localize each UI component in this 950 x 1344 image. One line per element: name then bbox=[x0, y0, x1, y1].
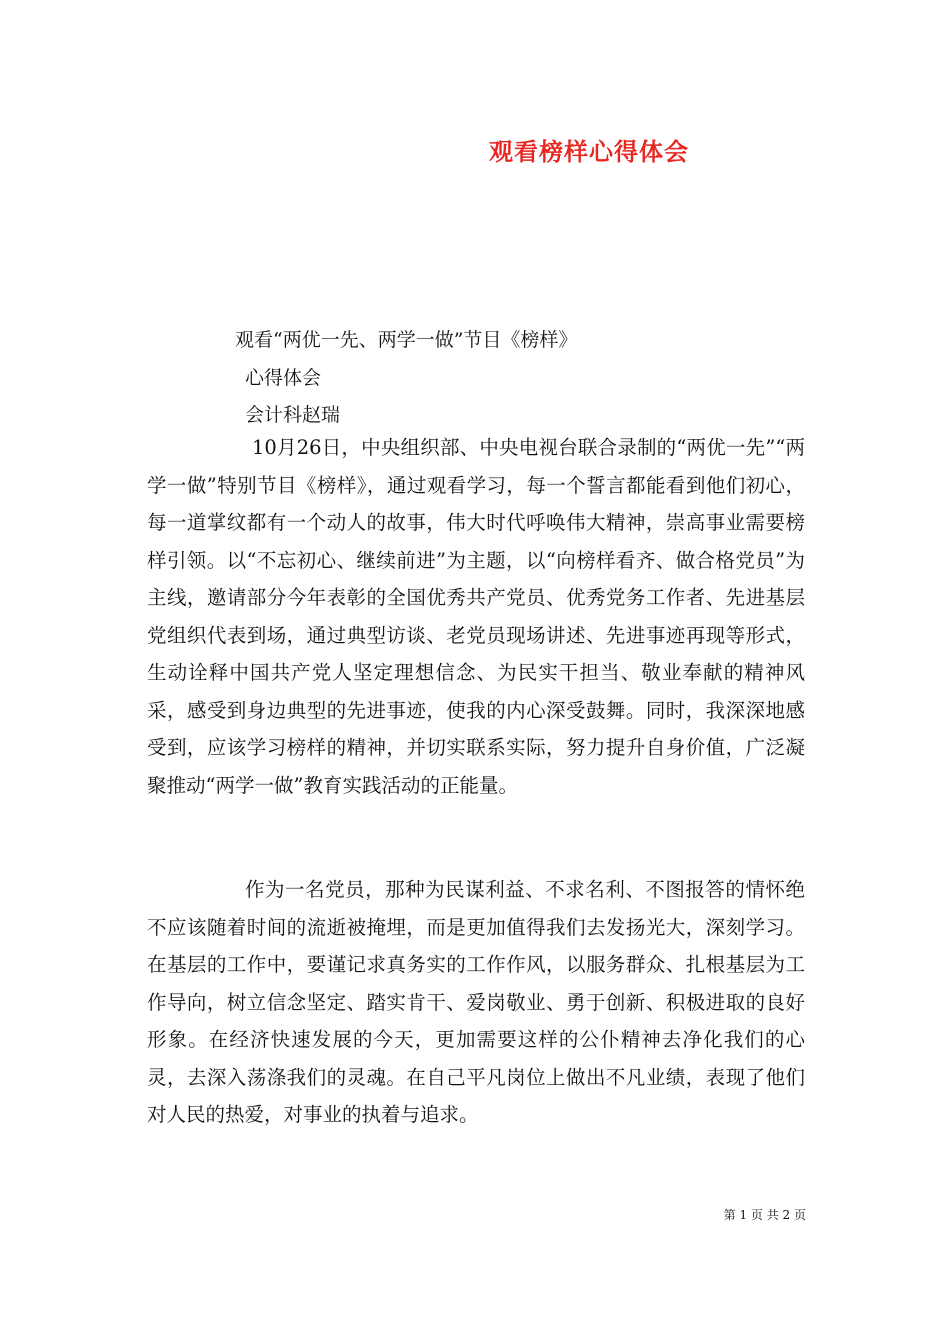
author-line: 会计科赵瑞 bbox=[245, 404, 341, 426]
document-title: 观看榜样心得体会 bbox=[489, 137, 689, 166]
paragraph-1: 10月26日，中央组织部、中央电视台联合录制的“两优一先”“两学一做”特别节目《榜样》，通过观看学习，每一个誓言都能看到他们初心，每一道掌纹都有一个动人的故事，伟大时代呼唤伟大精神，崇高事业需要榜样引领。以“不忘初心、继续前进”为主题，以“向榜样看齐、做合格党员”为主线，邀请部分今年表彰的全国优秀共产党员、优秀党务工作者、先进基层党组织代表到场，通过典型访谈、老党员现场讲述、先进事迹再现等形式，生动诠释中国共产党人坚定理想信念、为民实干担当、敬业奉献的精神风采，感受到身边典型的先进事迹，使我的内心深受鼓舞。同时，我深深地感受到，应该学习榜样的精神，并切实联系实际，努力提升自身价值，广泛凝聚推动“两学一做”教育实践活动的正能量。 bbox=[147, 436, 805, 797]
subtitle: 观看“两优一先、两学一做”节目《榜样》 bbox=[235, 329, 578, 351]
page-footer: 第 1 页 共 2 页 bbox=[723, 1208, 806, 1222]
paragraph-2: 作为一名党员，那种为民谋利益、不求名利、不图报答的情怀绝不应该随着时间的流逝被掩埋，而是更加值得我们去发扬光大，深刻学习。在基层的工作中，要谨记求真务实的工作作风，以服务群众、扎根基层为工作导向，树立信念坚定、踏实肯干、爱岗敬业、勇于创新、积极进取的良好形象。在经济快速发展的今天，更加需要这样的公仆精神去净化我们的心灵，去深入荡涤我们的灵魂。在自己平凡岗位上做出不凡业绩，表现了他们对人民的热爱，对事业的执着与追求。 bbox=[147, 878, 805, 1126]
heading-line: 心得体会 bbox=[245, 367, 322, 389]
